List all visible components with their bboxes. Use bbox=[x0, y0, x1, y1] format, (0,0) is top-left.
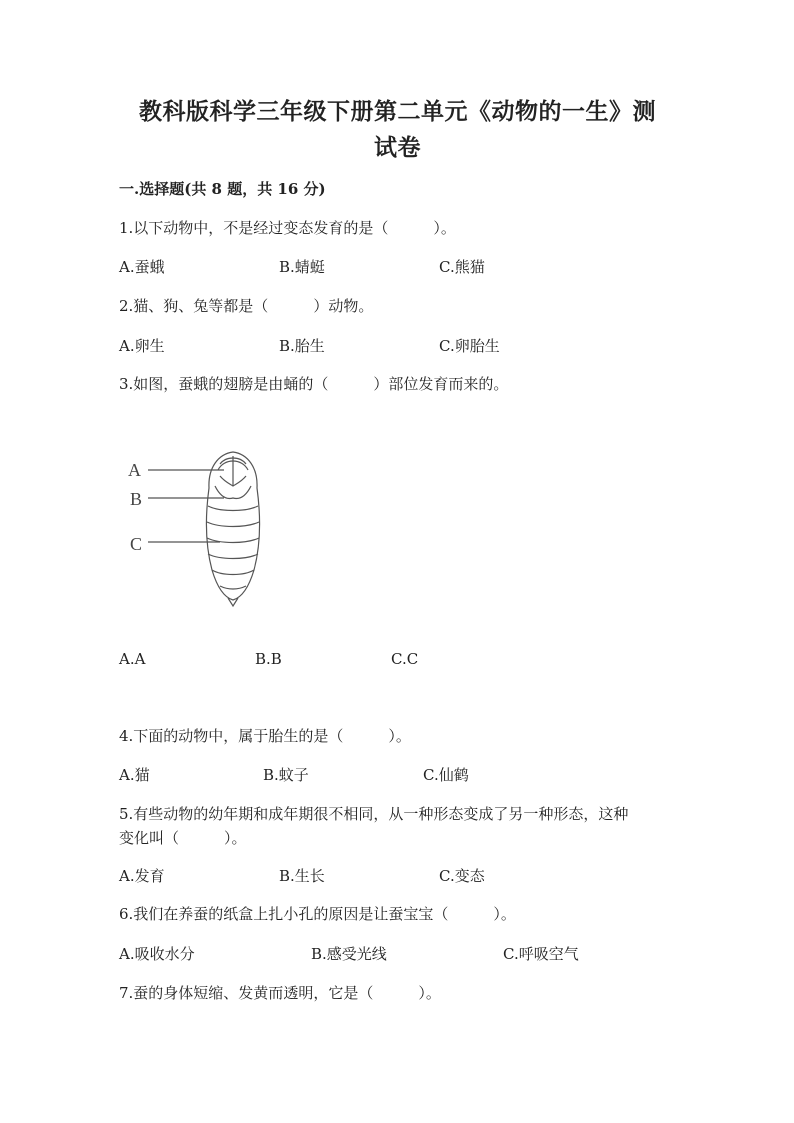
q3-option-b: B.B bbox=[255, 650, 282, 668]
page-title bbox=[110, 94, 685, 166]
q4-option-a: A.猫 bbox=[119, 766, 150, 784]
question-3: 3.如图，蚕蛾的翅膀是由蛹的（ ）部位发育而来的。 bbox=[119, 375, 509, 393]
q5-option-b: B.生长 bbox=[279, 867, 325, 885]
question-4: 4.下面的动物中，属于胎生的是（ ）。 bbox=[119, 727, 411, 745]
pupa-figure bbox=[120, 440, 290, 615]
q2-option-c: C.卵胎生 bbox=[439, 337, 500, 355]
title-line-1: 教科版科学三年级下册第二单元《动物的一生》测 bbox=[139, 98, 656, 125]
q6-option-b: B.感受光线 bbox=[311, 945, 387, 963]
q2-option-a: A.卵生 bbox=[119, 337, 165, 355]
q6-option-a: A.吸收水分 bbox=[119, 945, 195, 963]
q4-option-c: C.仙鹤 bbox=[423, 766, 469, 784]
q5-option-c: C.变态 bbox=[439, 867, 485, 885]
figure-label-a: A bbox=[128, 460, 141, 480]
question-5-line-2: 变化叫（ ）。 bbox=[119, 829, 247, 847]
title-line-2: 试卷 bbox=[374, 134, 421, 161]
q3-option-c: C.C bbox=[391, 650, 419, 668]
question-6: 6.我们在养蚕的纸盒上扎小孔的原因是让蚕宝宝（ ）。 bbox=[119, 905, 516, 923]
question-1: 1.以下动物中，不是经过变态发育的是（ ）。 bbox=[119, 219, 456, 237]
question-5 bbox=[119, 802, 679, 850]
figure-label-c: C bbox=[130, 534, 143, 554]
section-heading: 一.选择题(共 8 题，共 16 分) bbox=[119, 180, 326, 198]
question-7: 7.蚕的身体短缩、发黄而透明，它是（ ）。 bbox=[119, 984, 441, 1002]
question-2: 2.猫、狗、兔等都是（ ）动物。 bbox=[119, 297, 374, 315]
q4-option-b: B.蚊子 bbox=[263, 766, 309, 784]
q5-option-a: A.发育 bbox=[119, 867, 165, 885]
q3-option-a: A.A bbox=[119, 650, 146, 668]
q1-option-c: C.熊猫 bbox=[439, 258, 485, 276]
question-5-line-1: 5.有些动物的幼年期和成年期很不相同，从一种形态变成了另一种形态，这种 bbox=[119, 805, 629, 823]
figure-label-b: B bbox=[130, 489, 143, 509]
q1-option-a: A.蚕蛾 bbox=[119, 258, 165, 276]
q2-option-b: B.胎生 bbox=[279, 337, 325, 355]
q6-option-c: C.呼吸空气 bbox=[503, 945, 579, 963]
q1-option-b: B.蜻蜓 bbox=[279, 258, 325, 276]
